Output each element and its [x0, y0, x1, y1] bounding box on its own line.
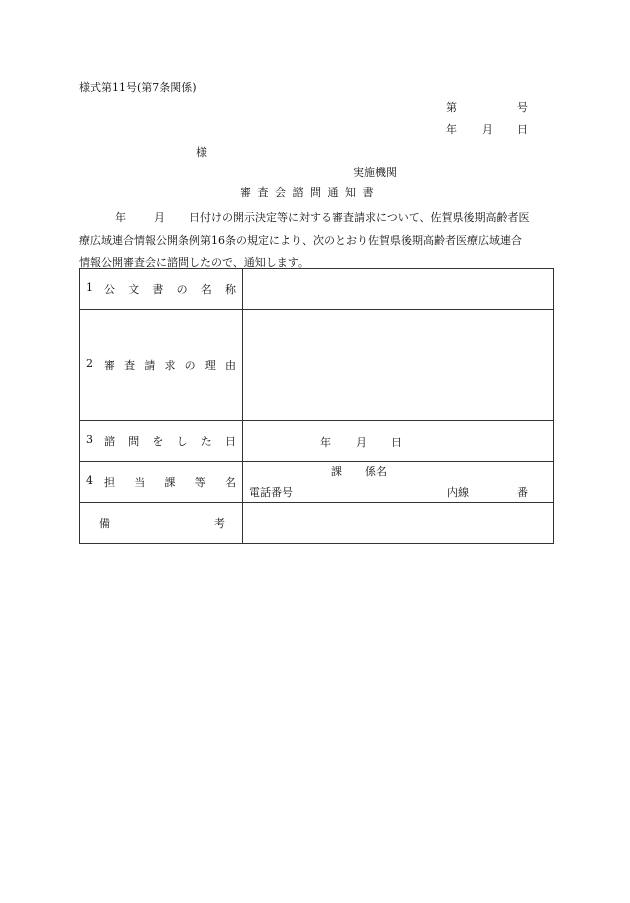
table-row: [80, 462, 554, 503]
table-row: [80, 310, 554, 421]
consultation-date-field[interactable]: [243, 421, 554, 462]
body-line-3: 情報公開審査会に諮問したので、通知します。: [79, 256, 309, 269]
form-number: 様式第11号(第7条関係): [79, 81, 197, 94]
consultation-date-month: 月: [356, 436, 367, 449]
department-field[interactable]: [243, 462, 554, 503]
phone-number-label: 電話番号: [249, 486, 293, 499]
issue-date-year: 年: [446, 123, 457, 136]
issuer-name: 実施機関: [353, 166, 397, 179]
row-label-consultation-date: 3 諮 問 を し た 日: [80, 421, 243, 462]
document-name-field[interactable]: [243, 269, 554, 310]
staff-label: 係名: [365, 465, 387, 478]
row-label-request-reason: 2 審 査 請 求 の 理 由: [80, 310, 243, 421]
number-prefix: 第: [446, 101, 457, 114]
body-line-1-text: 日付けの開示決定等に対する審査請求について、佐賀県後期高齢者医: [189, 211, 530, 224]
body-month-label: 月: [154, 211, 165, 224]
row-label-document-name: 1 公 文 書 の 名 称: [80, 269, 243, 310]
table-row: [80, 269, 554, 310]
body-line-2: 療広域連合情報公開条例第16条の規定により、次のとおり佐賀県後期高齢者医療広域連合: [79, 233, 522, 247]
table-row: [80, 503, 554, 544]
table-row: [80, 421, 554, 462]
row-label-department: 4 担 当 課 等 名: [80, 462, 243, 503]
body-line-1: [79, 207, 557, 230]
document-title: 審査会諮問通知書: [240, 186, 380, 199]
consultation-date-year: 年: [320, 436, 331, 449]
row-label-remarks: 備 考: [80, 503, 243, 544]
body-year-label: 年: [115, 211, 126, 224]
notice-form-table: [79, 268, 554, 544]
addressee-suffix: 様: [196, 146, 207, 159]
section-label: 課: [331, 465, 342, 478]
remarks-field[interactable]: [243, 503, 554, 544]
extension-suffix: 番: [517, 486, 528, 499]
extension-label: 内線: [447, 486, 469, 499]
consultation-date-day: 日: [391, 436, 402, 449]
issue-date-day: 日: [517, 123, 528, 136]
notice-body: [79, 207, 557, 275]
number-suffix: 号: [517, 101, 528, 114]
request-reason-field[interactable]: [243, 310, 554, 421]
issue-date-month: 月: [482, 123, 493, 136]
